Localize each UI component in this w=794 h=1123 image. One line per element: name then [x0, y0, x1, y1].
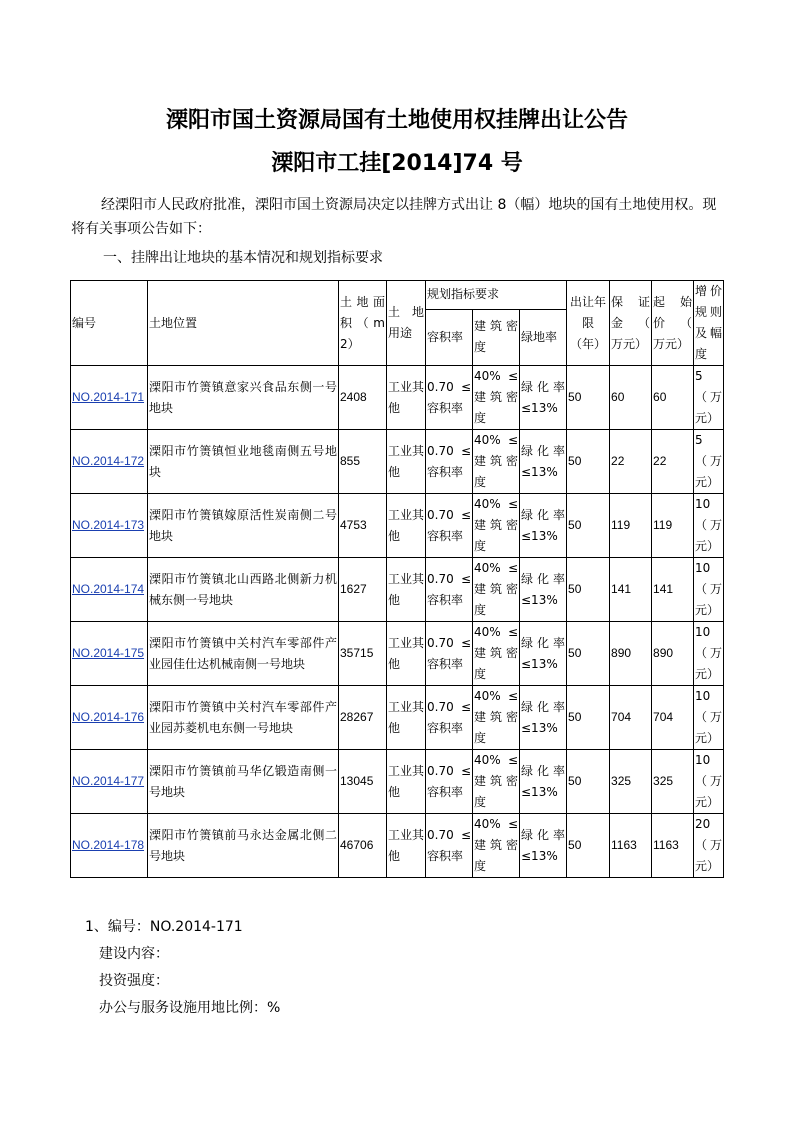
detail-heading: 1、编号：NO.2014-171 [85, 919, 243, 935]
plot-term: 50 [567, 622, 610, 686]
plot-id-link[interactable]: NO.2014-174 [72, 582, 145, 596]
plot-area: 4753 [339, 494, 387, 558]
plot-area: 28267 [339, 686, 387, 750]
plot-id-link[interactable]: NO.2014-177 [72, 774, 145, 788]
header-far: 容积率 [426, 309, 473, 365]
header-planning: 规划指标要求 [426, 281, 567, 310]
plot-green: 绿化率≤13% [520, 750, 567, 814]
plot-area: 1627 [339, 558, 387, 622]
plot-start-price: 60 [652, 366, 694, 430]
plot-green: 绿化率≤13% [520, 622, 567, 686]
header-use: 土 地用途 [387, 281, 426, 366]
plot-density: 40% ≤建筑密度 [473, 814, 520, 878]
plot-location: 溧阳市竹箦镇中关村汽车零部件产业园佳仕达机械南侧一号地块 [148, 622, 339, 686]
header-deposit: 保 证金（ 万元） [610, 281, 652, 366]
notice-title: 溧阳市国土资源局国有土地使用权挂牌出让公告 [165, 108, 628, 133]
plot-deposit: 1163 [610, 814, 652, 878]
plot-id-link[interactable]: NO.2014-175 [72, 646, 145, 660]
table-row [71, 558, 724, 622]
plot-area: 13045 [339, 750, 387, 814]
plot-far: 0.70 ≤容积率 [426, 686, 473, 750]
plot-use: 工业其他 [387, 558, 426, 622]
plot-use: 工业其他 [387, 622, 426, 686]
plot-green: 绿化率≤13% [520, 814, 567, 878]
plot-start-price: 325 [652, 750, 694, 814]
plot-increment: 10 （万元） [694, 558, 724, 622]
plot-use: 工业其他 [387, 750, 426, 814]
plot-id-link[interactable]: NO.2014-176 [72, 710, 145, 724]
plot-increment: 10 （万元） [694, 494, 724, 558]
plot-green: 绿化率≤13% [520, 686, 567, 750]
plot-use: 工业其他 [387, 814, 426, 878]
plot-term: 50 [567, 366, 610, 430]
plot-far: 0.70 ≤容积率 [426, 558, 473, 622]
header-start-price: 起 始价（ 万元） [652, 281, 694, 366]
plot-detail-section [85, 914, 280, 1022]
table-row [71, 494, 724, 558]
plot-term: 50 [567, 430, 610, 494]
plot-increment: 5 （万元） [694, 430, 724, 494]
plot-use: 工业其他 [387, 686, 426, 750]
land-table [70, 280, 724, 878]
plot-use: 工业其他 [387, 494, 426, 558]
plot-id-link[interactable]: NO.2014-171 [72, 390, 145, 404]
plot-term: 50 [567, 814, 610, 878]
plot-green: 绿化率≤13% [520, 430, 567, 494]
table-row [71, 622, 724, 686]
plot-density: 40% ≤建筑密度 [473, 558, 520, 622]
plot-deposit: 119 [610, 494, 652, 558]
plot-far: 0.70 ≤容积率 [426, 430, 473, 494]
plot-location: 溧阳市竹箦镇北山西路北侧新力机械东侧一号地块 [148, 558, 339, 622]
plot-location: 溧阳市竹箦镇恒业地毯南侧五号地块 [148, 430, 339, 494]
plot-term: 50 [567, 750, 610, 814]
section-heading: 一、挂牌出让地块的基本情况和规划指标要求 [103, 250, 383, 266]
plot-far: 0.70 ≤容积率 [426, 494, 473, 558]
plot-increment: 20 （万元） [694, 814, 724, 878]
table-row [71, 366, 724, 430]
table-row [71, 750, 724, 814]
header-increment: 增价规则及幅度 [694, 281, 724, 366]
plot-term: 50 [567, 558, 610, 622]
plot-id-link[interactable]: NO.2014-173 [72, 518, 145, 532]
plot-start-price: 22 [652, 430, 694, 494]
plot-location: 溧阳市竹箦镇前马华亿锻造南侧一号地块 [148, 750, 339, 814]
plot-id-link[interactable]: NO.2014-178 [72, 838, 145, 852]
plot-increment: 5 （万元） [694, 366, 724, 430]
plot-increment: 10 （万元） [694, 750, 724, 814]
header-term: 出让年限（年） [567, 281, 610, 366]
plot-term: 50 [567, 686, 610, 750]
plot-location: 溧阳市竹箦镇中关村汽车零部件产业园苏菱机电东侧一号地块 [148, 686, 339, 750]
plot-start-price: 141 [652, 558, 694, 622]
plot-start-price: 704 [652, 686, 694, 750]
plot-location: 溧阳市竹箦镇意家兴食品东侧一号地块 [148, 366, 339, 430]
plot-increment: 10 （万元） [694, 686, 724, 750]
plot-id-link[interactable]: NO.2014-172 [72, 454, 145, 468]
notice-number: 溧阳市工挂[2014]74 号 [271, 151, 523, 176]
plot-deposit: 141 [610, 558, 652, 622]
intro-paragraph: 经溧阳市人民政府批准，溧阳市国土资源局决定以挂牌方式出让 8（幅）地块的国有土地使用权。现将有关事项公告如下： [71, 197, 717, 237]
plot-start-price: 1163 [652, 814, 694, 878]
plot-far: 0.70 ≤容积率 [426, 750, 473, 814]
plot-use: 工业其他 [387, 366, 426, 430]
plot-location: 溧阳市竹箦镇前马永达金属北侧二号地块 [148, 814, 339, 878]
table-header-row [71, 281, 724, 310]
plot-far: 0.70 ≤容积率 [426, 366, 473, 430]
plot-increment: 10 （万元） [694, 622, 724, 686]
table-row [71, 686, 724, 750]
plot-density: 40% ≤建筑密度 [473, 750, 520, 814]
plot-area: 2408 [339, 366, 387, 430]
investment-intensity: 投资强度： [99, 973, 169, 989]
plot-density: 40% ≤建筑密度 [473, 494, 520, 558]
header-density: 建筑密度 [473, 309, 520, 365]
plot-deposit: 704 [610, 686, 652, 750]
construction-content: 建设内容： [99, 946, 169, 962]
plot-deposit: 22 [610, 430, 652, 494]
plot-green: 绿化率≤13% [520, 494, 567, 558]
plot-far: 0.70 ≤容积率 [426, 622, 473, 686]
plot-term: 50 [567, 494, 610, 558]
header-location: 土地位置 [148, 281, 339, 366]
plot-deposit: 890 [610, 622, 652, 686]
plot-use: 工业其他 [387, 430, 426, 494]
plot-deposit: 60 [610, 366, 652, 430]
table-row [71, 430, 724, 494]
plot-start-price: 890 [652, 622, 694, 686]
header-id: 编号 [71, 281, 148, 366]
table-row [71, 814, 724, 878]
plot-density: 40% ≤建筑密度 [473, 430, 520, 494]
plot-start-price: 119 [652, 494, 694, 558]
header-area: 土地面积（m2） [339, 281, 387, 366]
plot-density: 40% ≤建筑密度 [473, 686, 520, 750]
plot-area: 46706 [339, 814, 387, 878]
plot-area: 855 [339, 430, 387, 494]
office-service-ratio: 办公与服务设施用地比例：% [99, 1000, 281, 1016]
plot-area: 35715 [339, 622, 387, 686]
plot-deposit: 325 [610, 750, 652, 814]
plot-green: 绿化率≤13% [520, 366, 567, 430]
plot-green: 绿化率≤13% [520, 558, 567, 622]
plot-far: 0.70 ≤容积率 [426, 814, 473, 878]
plot-density: 40% ≤建筑密度 [473, 622, 520, 686]
header-green: 绿地率 [520, 309, 567, 365]
plot-location: 溧阳市竹箦镇嫁原活性炭南侧二号地块 [148, 494, 339, 558]
plot-density: 40% ≤建筑密度 [473, 366, 520, 430]
